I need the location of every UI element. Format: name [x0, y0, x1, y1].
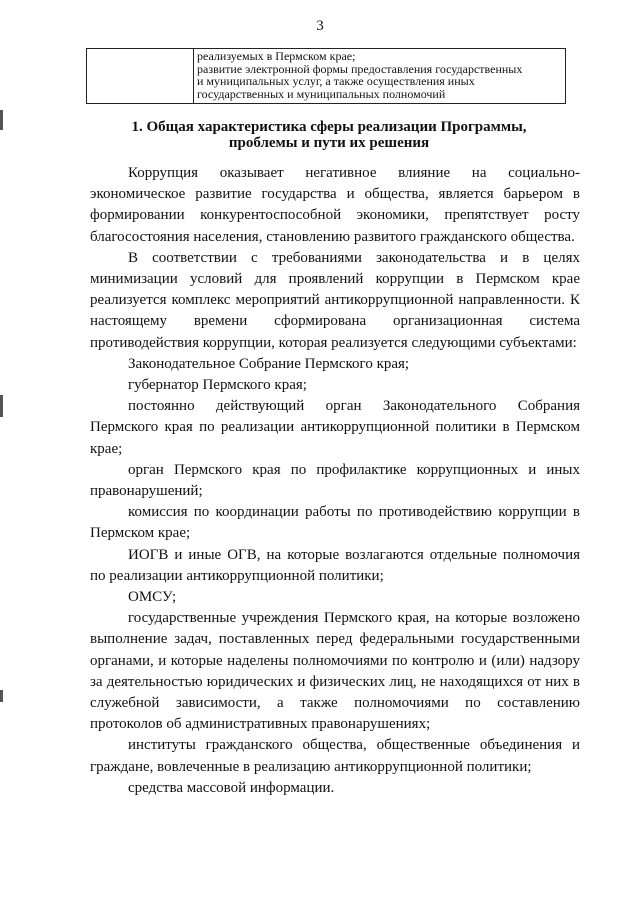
- list-item: Законодательное Собрание Пермского края;: [128, 355, 410, 372]
- list-item: орган Пермского края по профилактике коррупционных и иных правонарушений;: [90, 461, 580, 500]
- table-line: развитие электронной формы предоставления государственных: [197, 61, 523, 76]
- scan-edge-mark: [0, 110, 3, 130]
- paragraph: В соответствии с требованиями законодательства и в целях минимизации условий для проявлений коррупции в Пермском крае реализуется комплекс мероприятий антикоррупционной направленности. К настоящему времени сформирована организационная система противодействия коррупции, которая реализуется следующими субъектами:: [90, 249, 580, 351]
- list-item: средства массовой информации.: [128, 779, 335, 796]
- list-item: ИОГВ и иные ОГВ, на которые возлагаются отдельные полномочия по реализации антикоррупционной политики;: [90, 546, 580, 584]
- list-item: институты гражданского общества, общественные объединения и граждане, вовлеченные в реализацию антикоррупционной политики;: [90, 737, 580, 775]
- table-cell-empty: [87, 49, 194, 103]
- list-item: комиссия по координации работы по противодействию коррупции в Пермском крае;: [90, 504, 580, 542]
- continuation-table: [86, 48, 566, 104]
- table-line: государственных и муниципальных полномочий: [197, 86, 446, 101]
- list-item: постоянно действующий орган Законодательного Собрания Пермского края по реализации антикоррупционной политики в Пермском крае;: [90, 398, 580, 457]
- section-title: [90, 119, 568, 151]
- scan-edge-mark: [0, 395, 3, 417]
- page-number: 3: [316, 18, 324, 34]
- list-item: государственные учреждения Пермского края, на которые возложено выполнение задач, поставленных перед федеральными государственными органами, и которые наделены полномочиями по контролю и (или) надзору за деятельностью юридических и физических лиц, не находящихся от них в служебной зависимости, а также полномочиями по составлению протоколов об административных правонарушениях;: [90, 610, 580, 733]
- section-title-line: проблемы и пути их решения: [228, 135, 430, 151]
- paragraph: Коррупция оказывает негативное влияние на социально-экономическое развитие государства и общества, является барьером в формировании конкурентоспособной экономики, препятствует росту благосостояния населения, становлению развитого гражданского общества.: [90, 165, 580, 245]
- list-item: ОМСУ;: [128, 589, 177, 606]
- scan-edge-mark: [0, 690, 3, 702]
- list-item: губернатор Пермского края;: [128, 377, 307, 394]
- table-line: и муниципальных услуг, а также осуществления иных: [197, 74, 475, 88]
- section-title-line: 1. Общая характеристика сферы реализации Программы,: [131, 119, 527, 135]
- document-body: [90, 163, 580, 799]
- table-line: реализуемых в Пермском крае;: [197, 49, 356, 63]
- table-cell-text: [197, 50, 561, 100]
